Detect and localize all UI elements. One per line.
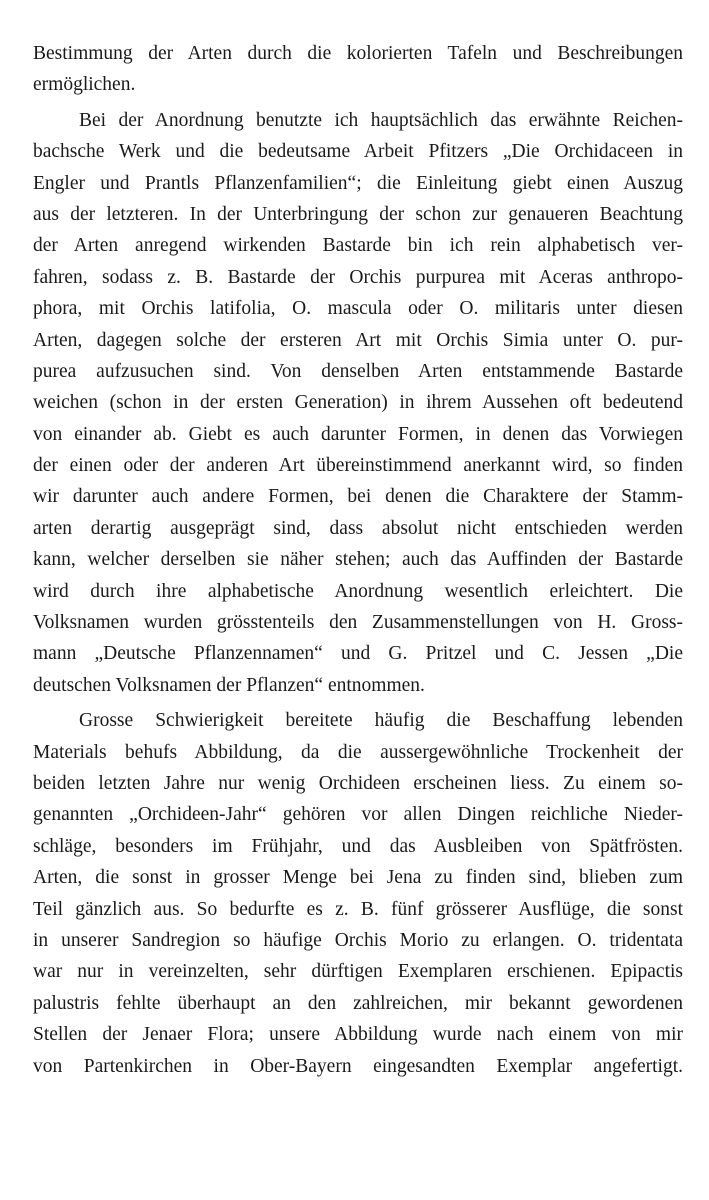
paragraph xyxy=(33,105,683,701)
text-line: deutschen Volksnamen der Pflanzen“ entnommen. xyxy=(33,674,425,696)
text-line: aus der letzteren. In der Unterbringung der schon zur genaueren Beachtung xyxy=(33,203,683,225)
text-line: von einander ab. Giebt es auch darunter Formen, in denen das Vorwiegen xyxy=(33,423,683,445)
text-line: arten derartig ausgeprägt sind, dass absolut nicht entschieden werden xyxy=(33,517,683,539)
text-line: der Arten anregend wirkenden Bastarde bin ich rein alphabetisch ver- xyxy=(33,235,683,257)
text-line: in unserer Sandregion so häufige Orchis Morio zu erlangen. O. tridentata xyxy=(33,929,683,951)
text-line: palustris fehlte überhaupt an den zahlreichen, mir bekannt gewordenen xyxy=(33,992,683,1014)
text-line: mann „Deutsche Pflanzennamen“ und G. Pritzel und C. Jessen „Die xyxy=(33,643,683,665)
text-line: Engler und Prantls Pflanzenfamilien“; die Einleitung giebt einen Auszug xyxy=(33,172,683,194)
text-line: Stellen der Jenaer Flora; unsere Abbildung wurde nach einem von mir xyxy=(33,1024,683,1046)
text-line: wird durch ihre alphabetische Anordnung wesentlich erleichtert. Die xyxy=(33,580,683,602)
text-line: Teil gänzlich aus. So bedurfte es z. B. fünf grösserer Ausflüge, die sonst xyxy=(33,898,683,920)
text-line: Grosse Schwierigkeit bereitete häufig die Beschaffung lebenden xyxy=(79,710,683,732)
paragraph xyxy=(33,38,683,101)
document-page xyxy=(33,38,683,1082)
text-line: genannten „Orchideen-Jahr“ gehören vor allen Dingen reichliche Nieder- xyxy=(33,804,683,826)
text-line: war nur in vereinzelten, sehr dürftigen Exemplaren erschienen. Epipactis xyxy=(33,961,683,983)
paragraph xyxy=(33,705,683,1082)
text-line: der einen oder der anderen Art übereinstimmend anerkannt wird, so finden xyxy=(33,455,683,477)
text-line: weichen (schon in der ersten Generation) in ihrem Aussehen oft bedeutend xyxy=(33,392,683,414)
text-line: Arten, die sonst in grosser Menge bei Jena zu finden sind, blieben zum xyxy=(33,867,683,889)
text-line: Bestimmung der Arten durch die kolorierten Tafeln und Beschreibungen xyxy=(33,43,683,64)
text-line: Bei der Anordnung benutzte ich hauptsächlich das erwähnte Reichen- xyxy=(79,109,683,131)
text-line: phora, mit Orchis latifolia, O. mascula oder O. militaris unter diesen xyxy=(33,298,683,320)
text-line: bachsche Werk und die bedeutsame Arbeit Pfitzers „Die Orchidaceen in xyxy=(33,141,683,163)
text-line: von Partenkirchen in Ober-Bayern eingesandten Exemplar angefertigt. xyxy=(33,1055,683,1077)
text-line: ermöglichen. xyxy=(33,74,136,96)
text-line: schläge, besonders im Frühjahr, und das Ausbleiben von Spätfrösten. xyxy=(33,835,683,857)
text-line: kann, welcher derselben sie näher stehen; auch das Auffinden der Bastarde xyxy=(33,549,683,571)
text-line: purea aufzusuchen sind. Von denselben Arten entstammende Bastarde xyxy=(33,360,683,382)
text-line: wir darunter auch andere Formen, bei denen die Charaktere der Stamm- xyxy=(33,486,683,508)
text-line: Arten, dagegen solche der ersteren Art mit Orchis Simia unter O. pur- xyxy=(33,329,683,351)
text-line: Materials behufs Abbildung, da die aussergewöhnliche Trockenheit der xyxy=(33,741,683,763)
text-line: fahren, sodass z. B. Bastarde der Orchis purpurea mit Aceras anthropo- xyxy=(33,266,683,288)
text-line: beiden letzten Jahre nur wenig Orchideen erscheinen liess. Zu einem so- xyxy=(33,772,683,794)
text-line: Volksnamen wurden grösstenteils den Zusammenstellungen von H. Gross- xyxy=(33,612,683,634)
